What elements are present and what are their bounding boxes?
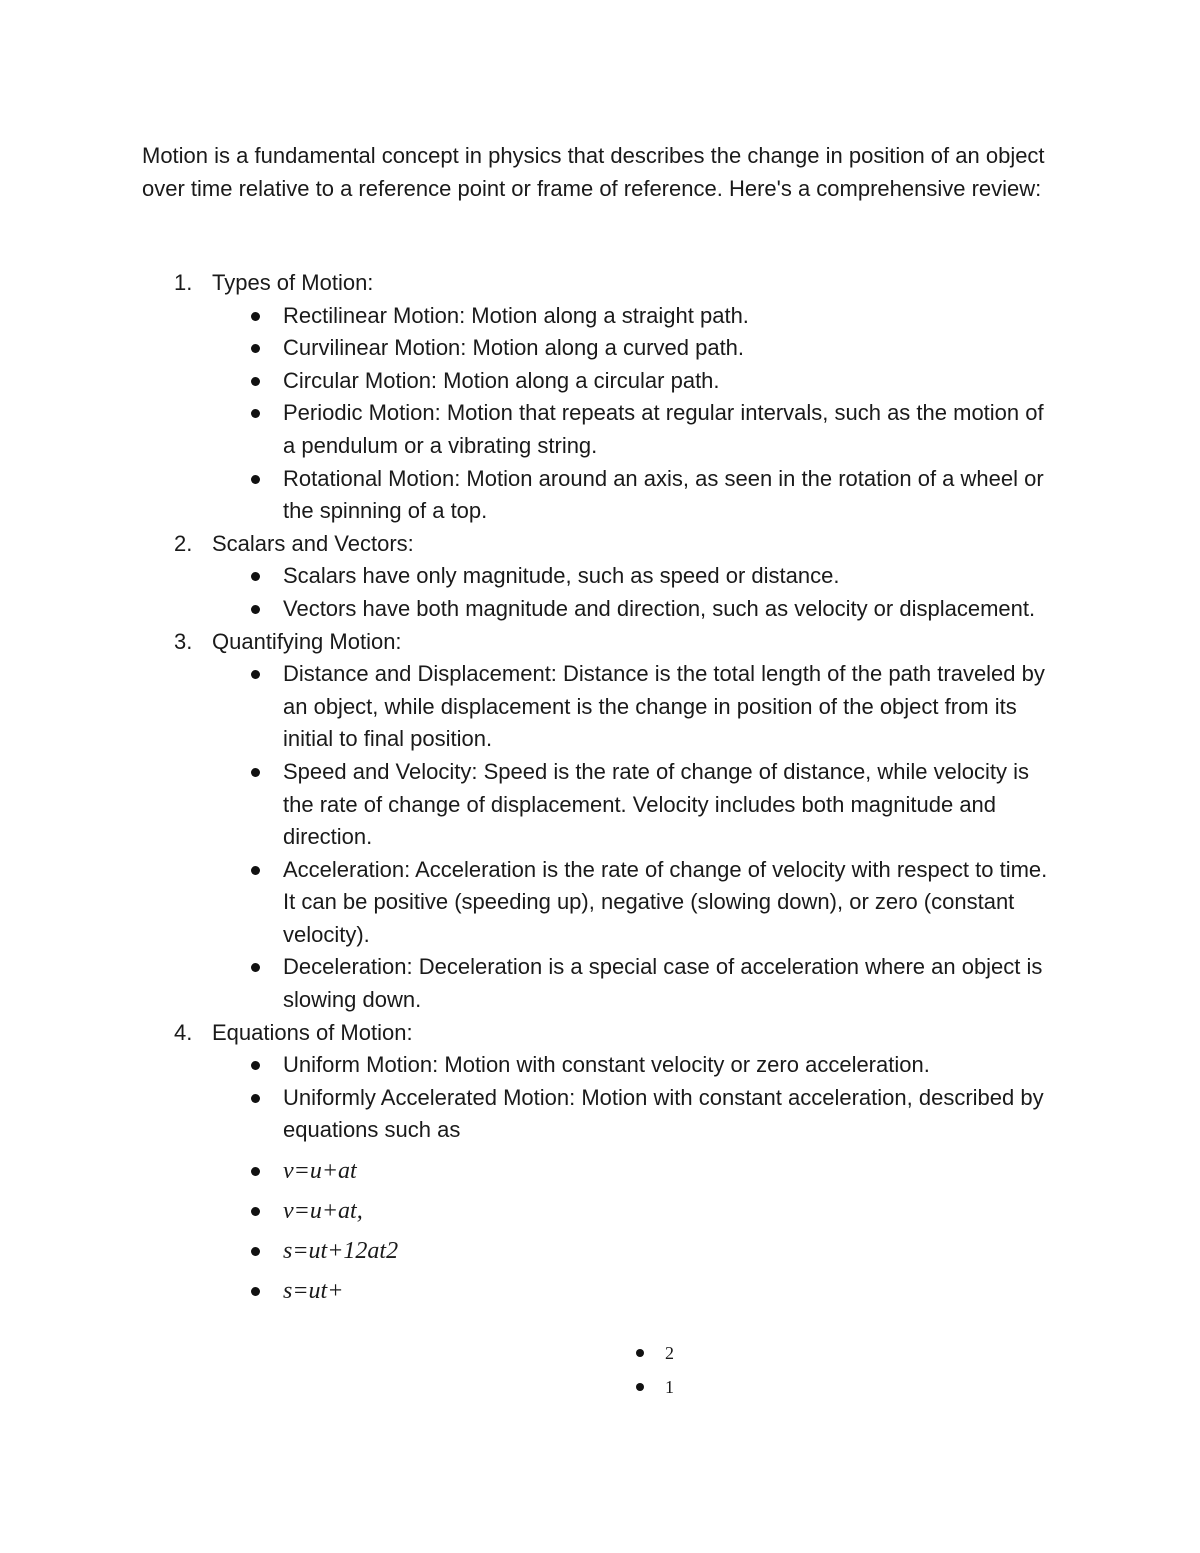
equation-item [0, 1151, 1200, 1191]
bullet-item [0, 854, 1053, 952]
bullet-list [0, 1049, 1200, 1311]
equation-item [0, 1191, 1200, 1231]
main-numbered-list [0, 267, 1200, 1311]
bullet-dot-icon [251, 605, 260, 614]
bullet-list [0, 658, 1200, 1017]
bullet-item [0, 1049, 1053, 1082]
bullet-item [0, 658, 1053, 756]
equation-text: s=ut+ [283, 1278, 344, 1305]
section-heading: Scalars and Vectors: [212, 530, 414, 556]
bullet-dot-icon [251, 475, 260, 484]
bullet-item [0, 365, 1053, 398]
bullet-dot-icon [251, 1094, 260, 1103]
section-heading: Quantifying Motion: [212, 628, 402, 654]
bullet-text: Curvilinear Motion: Motion along a curved path. [283, 335, 745, 361]
bullet-dot-icon [251, 409, 260, 418]
bullet-item [0, 593, 1053, 626]
nested-bullet-text: 2 [665, 1343, 674, 1363]
bullet-text: Rotational Motion: Motion around an axis, as seen in the rotation of a wheel or the spinning of a top. [283, 465, 1044, 524]
bullet-dot-icon [251, 312, 260, 321]
list-item-equations-of-motion [0, 1017, 1200, 1311]
equation-text: v=u+at, [283, 1198, 363, 1225]
bullet-dot-icon [636, 1383, 644, 1391]
bullet-dot-icon [251, 1061, 260, 1070]
nested-bullet-item [665, 1342, 674, 1364]
bullet-text: Acceleration: Acceleration is the rate of change of velocity with respect to time. It can be positive (speeding up), negative (slowing down), or zero (constant velocity). [283, 856, 1048, 947]
bullet-item [0, 463, 1053, 528]
bullet-item [0, 300, 1053, 333]
bullet-item [0, 756, 1053, 854]
nested-bullet-item [665, 1376, 674, 1398]
bullet-text: Scalars have only magnitude, such as speed or distance. [283, 563, 840, 589]
bullet-dot-icon [636, 1349, 644, 1357]
bullet-dot-icon [251, 866, 260, 875]
section-heading: Types of Motion: [212, 270, 374, 295]
list-number: 2. [174, 530, 193, 556]
bullet-list [0, 560, 1200, 625]
list-item-types-of-motion [0, 267, 1200, 528]
bullet-dot-icon [251, 344, 260, 353]
bullet-dot-icon [251, 572, 260, 581]
equation-item [0, 1231, 1200, 1271]
bullet-dot-icon [251, 1207, 260, 1216]
list-number: 4. [174, 1019, 193, 1045]
bullet-list [0, 300, 1200, 528]
bullet-item [0, 560, 1053, 593]
bullet-text: Periodic Motion: Motion that repeats at regular intervals, such as the motion of a pendulum or a vibrating string. [283, 400, 1044, 458]
list-item-quantifying-motion [0, 626, 1200, 1017]
bullet-dot-icon [251, 1247, 260, 1256]
bullet-text: Uniformly Accelerated Motion: Motion with constant acceleration, described by equations such as [283, 1084, 1044, 1143]
equation-text: v=u+at [283, 1158, 357, 1185]
bullet-dot-icon [251, 1167, 260, 1176]
list-item-scalars-vectors [0, 528, 1200, 626]
bullet-dot-icon [251, 768, 260, 777]
nested-bullet-text: 1 [665, 1377, 674, 1397]
bullet-text: Rectilinear Motion: Motion along a straight path. [283, 302, 749, 328]
bullet-text: Vectors have both magnitude and direction, such as velocity or displacement. [283, 595, 1036, 621]
bullet-text: Circular Motion: Motion along a circular path. [283, 367, 720, 393]
bullet-item [0, 332, 1053, 365]
list-number: 3. [174, 628, 193, 654]
bullet-dot-icon [251, 377, 260, 386]
bullet-text: Distance and Displacement: Distance is the total length of the path traveled by an object, while displacement is the change in position of the object from its initial to final position. [283, 661, 1045, 752]
equation-item [0, 1271, 1200, 1311]
intro-paragraph: Motion is a fundamental concept in physics that describes the change in position of an object over time relative to a reference point or frame of reference. Here's a comprehensive review: [142, 143, 1045, 201]
bullet-text: Uniform Motion: Motion with constant velocity or zero acceleration. [283, 1052, 930, 1078]
equation-text: s=ut+12at2 [283, 1238, 399, 1265]
bullet-dot-icon [251, 670, 260, 679]
bullet-dot-icon [251, 1287, 260, 1296]
bullet-item [0, 951, 1053, 1016]
bullet-item [0, 1082, 1053, 1147]
bullet-item [0, 397, 1053, 462]
bullet-dot-icon [251, 963, 260, 972]
bullet-text: Deceleration: Deceleration is a special case of acceleration where an object is slowing down. [283, 954, 1043, 1013]
list-number: 1. [174, 270, 193, 295]
section-heading: Equations of Motion: [212, 1019, 413, 1045]
bullet-text: Speed and Velocity: Speed is the rate of change of distance, while velocity is the rate of change of displacement. Velocity includes both magnitude and direction. [283, 758, 1030, 850]
